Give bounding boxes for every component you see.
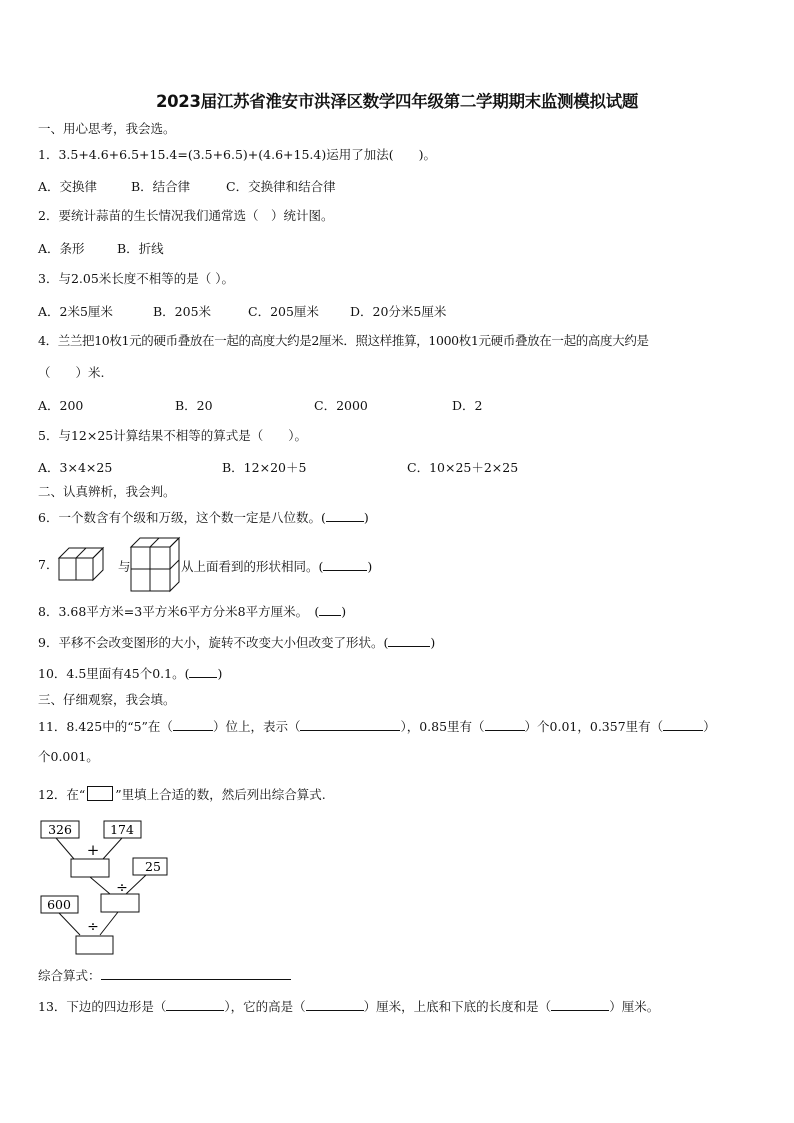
q11-blank-4[interactable] [663,719,703,731]
question-7-number: 7． [38,557,59,572]
plus-operator: + [86,841,100,859]
question-4-line-2: （ ）米. [38,365,105,380]
question-7-text: 从上面看到的形状相同。( [181,559,324,574]
question-13 [38,999,659,1015]
q1-option-c[interactable]: C．交换律和结合律 [226,179,336,194]
q10-close-paren: ) [217,666,223,681]
divide-operator-2: ÷ [87,919,99,935]
q4-option-c[interactable]: C．2000 [314,398,368,413]
result-box-3[interactable] [76,936,113,954]
question-9 [38,635,435,651]
q6-close-paren: ) [363,510,369,525]
section-2-heading: 二、认真辨析，我会判。 [38,484,176,499]
number-600: 600 [47,897,71,912]
section-3-heading: 三、仔细观察，我会填。 [38,692,176,707]
result-box-2[interactable] [101,894,139,912]
q3-option-d[interactable]: D．20分米5厘米 [350,304,447,319]
q4-option-d[interactable]: D．2 [452,398,483,413]
q5-option-a[interactable]: A．3×4×25 [38,460,113,475]
question-8 [38,604,346,620]
q8-answer-blank[interactable] [319,604,341,616]
q7-answer-blank[interactable] [323,559,367,571]
divide-operator-1: ÷ [116,880,128,896]
question-4: 4．兰兰把10枚1元的硬币叠放在一起的高度大约是2厘米．照这样推算，1000枚1元硬币叠放在一起的高度大约是 [38,333,649,348]
question-5: 5．与12×25计算结果不相等的算式是（ ）。 [38,428,307,443]
q10-answer-blank[interactable] [189,666,217,678]
q9-close-paren: ) [430,635,436,650]
q13-blank-3[interactable] [551,999,609,1011]
q13-part-2: ），它的高是（ [224,999,306,1014]
q3-option-c[interactable]: C．205厘米 [248,304,319,319]
q3-option-b[interactable]: B．205米 [153,304,212,319]
q6-answer-blank[interactable] [326,510,364,522]
q1-option-b[interactable]: B．结合律 [131,179,191,194]
q13-part-4: ）厘米。 [609,999,660,1014]
q13-part-3: ）厘米，上底和下底的长度和是（ [363,999,552,1014]
question-3: 3．与2.05米长度不相等的是（ ）。 [38,271,235,286]
question-7 [181,557,372,575]
question-10-text: 10．4.5里面有45个0.1。( [38,666,190,681]
q11-part-3: ），0.85里有（ [400,719,485,734]
q7-close-paren: ) [367,559,373,574]
q11-blank-3[interactable] [485,719,525,731]
q11-part-5: ） [703,719,716,734]
q11-part-4: ）个0.01，0.357里有（ [524,719,664,734]
result-box-1[interactable] [71,859,109,877]
q1-option-a[interactable]: A．交换律 [38,179,98,194]
q4-option-a[interactable]: A．200 [38,398,84,413]
q12-part-2: ”里填上合适的数，然后列出综合算式. [115,787,326,802]
q2-option-b[interactable]: B．折线 [117,241,164,256]
q11-part-1: 11．8.425中的“5”在（ [38,719,173,734]
formula-label: 综合算式： [38,968,101,983]
q12-box-symbol [87,786,113,801]
question-11-line-2: 个0.001。 [38,749,99,764]
q12-part-1: 12．在“ [38,787,86,802]
question-8-text: 8．3.68平方米=3平方米6平方分米8平方厘米。 ( [38,604,320,619]
q11-part-2: ）位上，表示（ [212,719,301,734]
cube-stack-figure [130,537,180,592]
section-1-heading: 一、用心思考，我会选。 [38,121,176,136]
q5-option-c[interactable]: C．10×25＋2×25 [407,460,519,475]
question-11 [38,719,716,735]
question-1: 1．3.5+4.6+6.5+15.4=(3.5+6.5)+(4.6+15.4)运用了加法( )。 [38,147,436,162]
question-7-connector: 与 [118,559,131,574]
number-174: 174 [110,822,134,837]
two-cube-figure [58,544,104,582]
q4-option-b[interactable]: B．20 [175,398,213,413]
question-9-text: 9．平移不会改变图形的大小，旋转不改变大小但改变了形状。( [38,635,389,650]
q13-blank-2[interactable] [306,999,364,1011]
question-2: 2．要统计蒜苗的生长情况我们通常选（ ）统计图。 [38,208,334,223]
calculation-tree-diagram [38,814,161,960]
q11-blank-2[interactable] [300,719,400,731]
question-6 [38,510,369,526]
q5-option-b[interactable]: B．12×20＋5 [222,460,307,475]
formula-line [38,968,291,984]
q11-blank-1[interactable] [173,719,213,731]
q13-blank-1[interactable] [166,999,224,1011]
q2-option-a[interactable]: A．条形 [38,241,85,256]
question-10 [38,666,222,682]
number-326: 326 [48,822,72,837]
q9-answer-blank[interactable] [388,635,430,647]
q13-part-1: 13．下边的四边形是（ [38,999,167,1014]
q3-option-a[interactable]: A．2米5厘米 [38,304,113,319]
question-6-text: 6．一个数含有个级和万级，这个数一定是八位数。( [38,510,326,525]
number-25: 25 [145,859,161,874]
page-title: 2023届江苏省淮安市洪泽区数学四年级第二学期期末监测模拟试题 [155,92,639,111]
q8-close-paren: ) [341,604,347,619]
formula-answer-blank[interactable] [101,968,291,980]
question-12 [38,786,326,803]
